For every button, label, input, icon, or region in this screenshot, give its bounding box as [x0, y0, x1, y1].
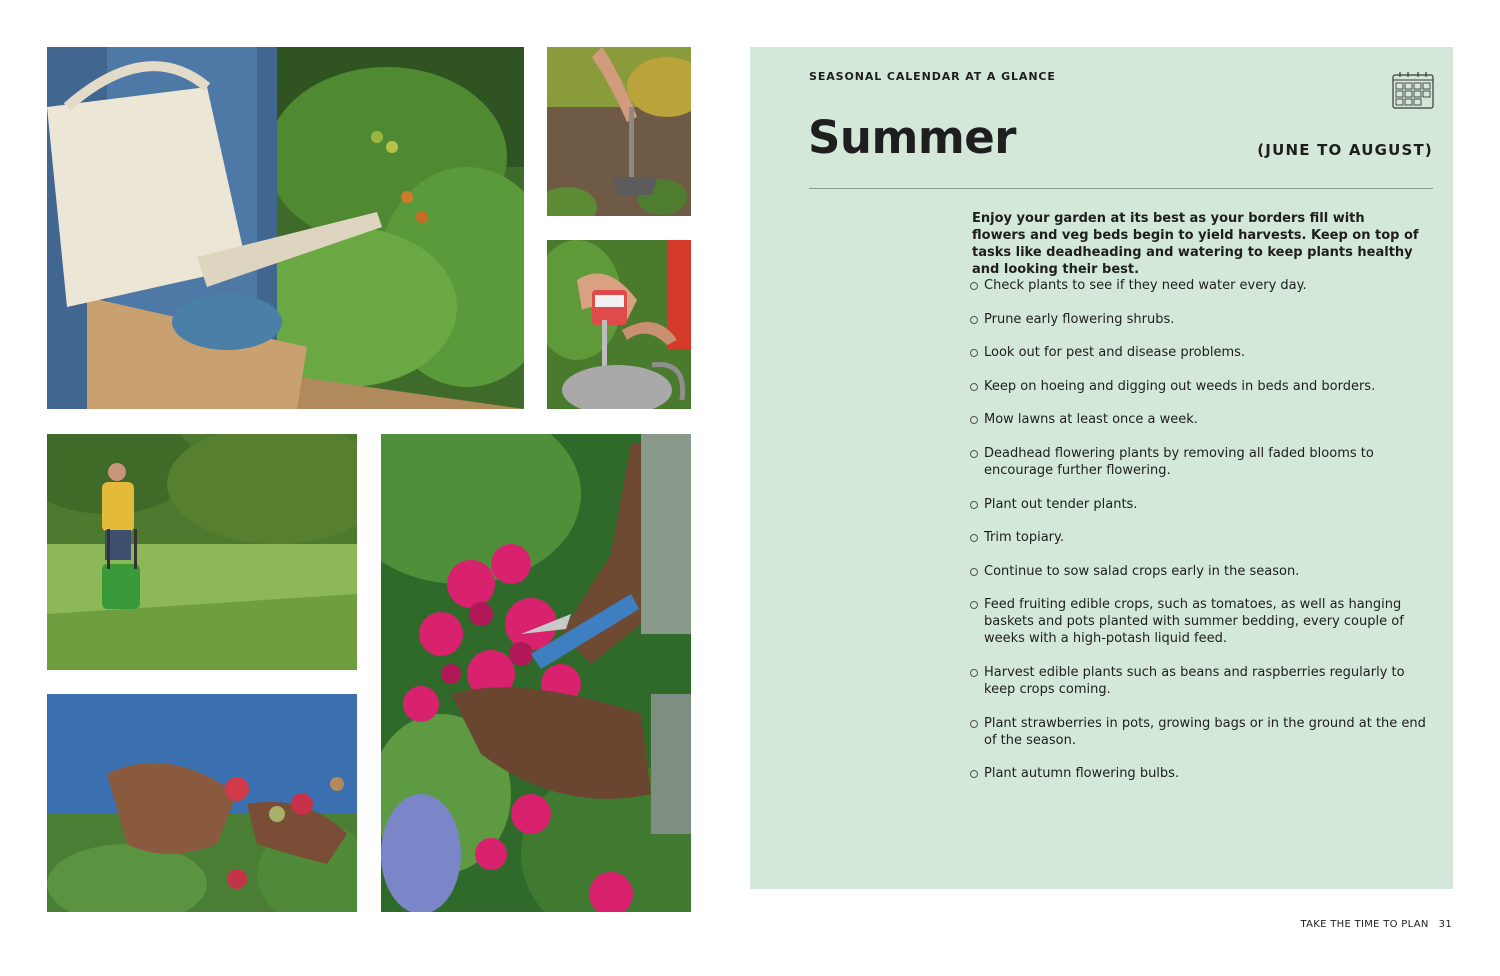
divider [809, 188, 1433, 189]
task-item: Plant autumn flowering bulbs. [970, 765, 1430, 782]
task-item: Check plants to see if they need water every day. [970, 277, 1430, 294]
photo-raspberries [47, 694, 357, 912]
task-item: Look out for pest and disease problems. [970, 344, 1430, 361]
task-item: Continue to sow salad crops early in the season. [970, 563, 1430, 580]
intro-paragraph: Enjoy your garden at its best as your borders fill with flowers and veg beds begin to yield harvests. Keep on top of tasks like deadheading and watering to keep plants healthy and looking their best. [972, 211, 1419, 277]
page-number: 31 [1438, 919, 1452, 930]
task-item: Mow lawns at least once a week. [970, 411, 1430, 428]
seasonal-calendar-panel [750, 47, 1453, 889]
photo-deadheading-flowers [381, 434, 691, 912]
task-item: Plant strawberries in pots, growing bags or in the ground at the end of the season. [970, 715, 1430, 749]
task-item: Prune early flowering shrubs. [970, 311, 1430, 328]
task-item: Deadhead flowering plants by removing all faded blooms to encourage further flowering. [970, 445, 1430, 479]
calendar-icon [1392, 71, 1434, 109]
task-item: Keep on hoeing and digging out weeds in beds and borders. [970, 378, 1430, 395]
photo-hoeing-soil [547, 47, 691, 216]
page-footer [1301, 919, 1452, 930]
season-title: Summer [808, 111, 1016, 164]
task-item: Harvest edible plants such as beans and raspberries regularly to keep crops coming. [970, 664, 1430, 698]
photo-watering-can [47, 47, 524, 409]
section-kicker: SEASONAL CALENDAR AT A GLANCE [809, 70, 1056, 83]
task-item: Feed fruiting edible crops, such as tomatoes, as well as hanging baskets and pots planted with summer bedding, every couple of weeks with a high-potash liquid feed. [970, 596, 1430, 647]
photo-liquid-feed [547, 240, 691, 409]
task-item: Plant out tender plants. [970, 496, 1430, 513]
task-list [970, 277, 1430, 799]
photo-mowing-lawn [47, 434, 357, 670]
task-item: Trim topiary. [970, 529, 1430, 546]
season-months: (JUNE TO AUGUST) [1257, 141, 1433, 159]
footer-section-title: TAKE THE TIME TO PLAN [1300, 919, 1429, 930]
